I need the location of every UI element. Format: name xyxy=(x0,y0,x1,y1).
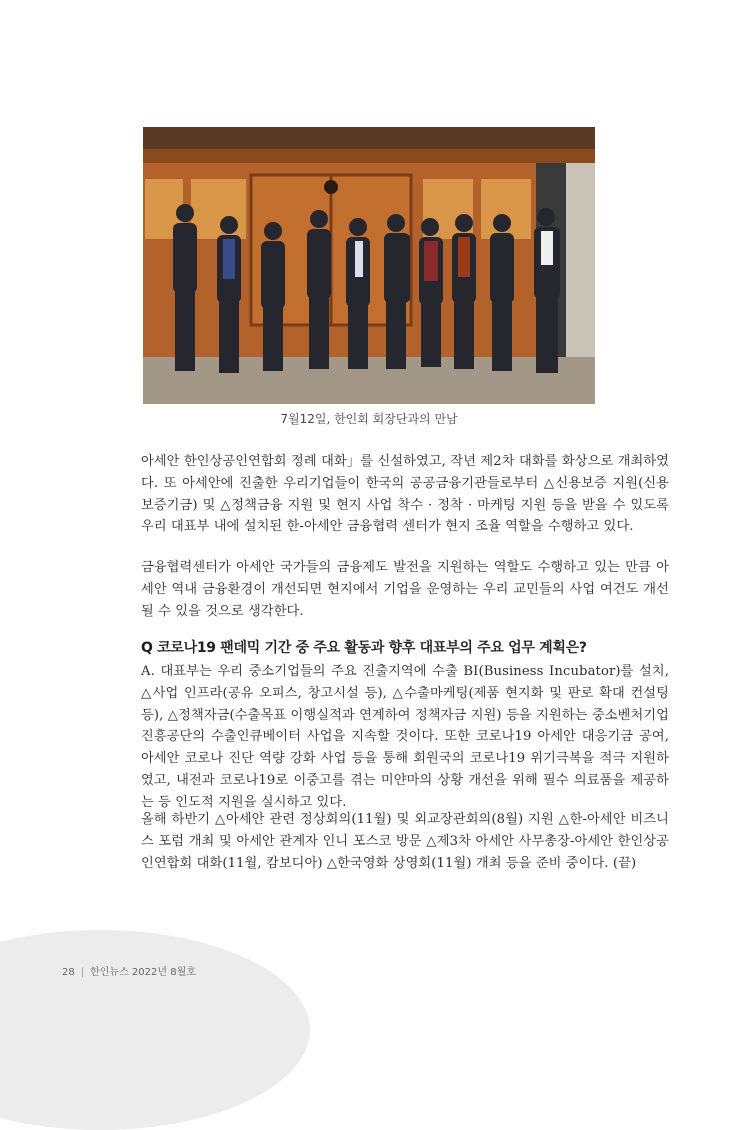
footer-separator: | xyxy=(80,967,85,978)
question-heading: Q 코로나19 팬데믹 기간 중 주요 활동과 향후 대표부의 주요 업무 계획은? xyxy=(141,640,587,656)
paragraph-1: 아세안 한인상공인연합회 정례 대화」를 신설하였고, 작년 제2차 대화를 화상으로 개최하였다. 또 아세안에 진출한 우리기업들이 한국의 공공금융기관들로부터 △신용보증 지원(신용보증기금) 및 △정책금융 지원 및 현지 사업 착수 · 정착 · 마케팅 지원 등을 받을 수 있도록 우리 대표부 내에 설치된 한-아세안 금융협력 센터가 현지 조율 역할을 수행하고 있다. xyxy=(141,454,669,535)
paragraph-2: 금융협력센터가 아세안 국가들의 금융제도 발전을 지원하는 역할도 수행하고 있는 만큼 아세안 역내 금융환경이 개선되면 현지에서 기업을 운영하는 우리 교민들의 사업 여건도 개선될 수 있을 것으로 생각한다. xyxy=(141,560,669,619)
page-number: 28 xyxy=(62,967,75,978)
page-footer xyxy=(62,963,196,978)
answer-paragraph-2: 올해 하반기 △아세안 관련 정상회의(11월) 및 외교장관회의(8월) 지원 △한-아세안 비즈니스 포럼 개최 및 아세안 관계자 인니 포스코 방문 △제3차 아세안 사무총장-아세안 한인상공인연합회 대화(11월, 캄보디아) △한국영화 상영회(11월) 개최 등을 준비 중이다. (끝) xyxy=(141,812,669,871)
group-photo-illustration xyxy=(143,127,595,404)
publication-name: 한인뉴스 2022년 8월호 xyxy=(90,967,196,978)
group-photo xyxy=(143,127,595,404)
page-corner-decoration xyxy=(0,930,310,1130)
photo-caption: 7월12일, 한인회 회장단과의 만남 xyxy=(280,412,458,426)
answer-paragraph-1: A. 대표부는 우리 중소기업들의 주요 진출지역에 수출 BI(Business Incubator)를 설치, △사업 인프라(공유 오피스, 창고시설 등), △수출마케팅(제품 현지화 및 판로 확대 컨설팅 등), △정책자금(수출목표 이행실적과 연계하여 정책자금 지원) 등을 지원하는 중소벤처기업진흥공단의 수출인큐베이터 사업을 지속할 것이다. 또한 코로나19 아세안 대응기금 공여, 아세안 코로나 진단 역량 강화 사업 등을 통해 회원국의 코로나19 위기극복을 적극 지원하였고, 내전과 코로나19로 이중고를 겪는 미얀마의 상황 개선을 위해 필수 의료품을 제공하는 등 인도적 지원을 실시하고 있다. xyxy=(141,664,669,810)
